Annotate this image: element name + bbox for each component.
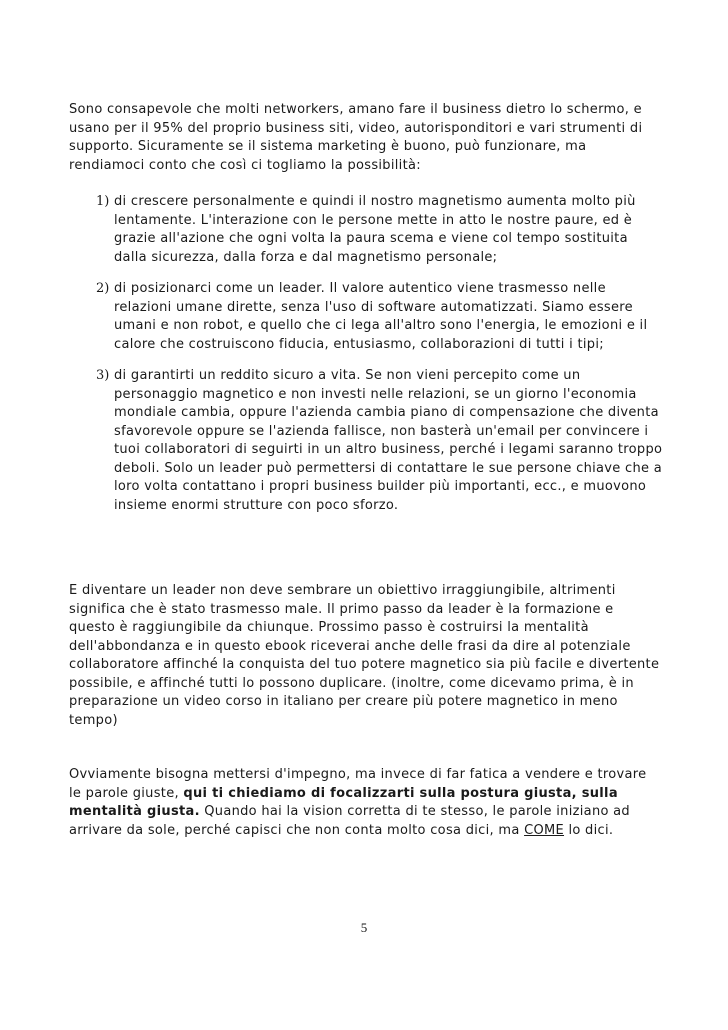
leader-paragraph: E diventare un leader non deve sembrare un obiettivo irraggiungibile, altrimenti significa che è stato trasmesso male. Il primo passo da leader è la formazione e questo è raggiungibile da chiunque. Prossimo passo è costruirsi la mentalità dell'abbondanza e in questo ebook riceverai anche delle frasi da dire al potenziale collaboratore affinché la conquista del tuo potere magnetico sia più facile e divertente possibile, e affinché tutti lo possono duplicare. (inoltre, come dicevamo prima, è in preparazione un video corso in italiano per creare più potere magnetico in meno tempo) bbox=[69, 583, 660, 728]
list-item-text: di crescere personalmente e quindi il nostro magnetismo aumenta molto più lentamente. L'interazione con le persone mette in atto le nostre paure, ed è grazie all'azione che ogni volta la paura scema e viene col tempo sostituita dalla sicurezza, dalla forza e dal magnetismo personale; bbox=[114, 194, 636, 265]
list-number: 3) bbox=[96, 368, 110, 383]
list-number: 2) bbox=[96, 281, 110, 296]
list-item bbox=[69, 193, 663, 267]
closing-text-end: lo dici. bbox=[564, 822, 614, 838]
intro-paragraph: Sono consapevole che molti networkers, amano fare il business dietro lo schermo, e usano per il 95% del proprio business siti, video, autorisponditori e vari strumenti di supporto. Sicuramente se il sistema marketing è buono, può funzionare, ma rendiamoci conto che così ci togliamo la possibilità: bbox=[69, 102, 643, 173]
closing-text-middle: Quando hai la vision corretta di te stesso, le parole iniziano ad arrivare da sole, perché capisci che non conta molto cosa dici, ma bbox=[69, 804, 630, 838]
list-item bbox=[69, 367, 663, 515]
closing-paragraph bbox=[69, 766, 663, 840]
closing-underlined-text: COME bbox=[524, 822, 565, 838]
numbered-list bbox=[69, 193, 663, 528]
closing-bold-text: qui ti chiediamo di focalizzarti sulla postura giusta, sulla mentalità giusta. bbox=[69, 785, 618, 819]
closing-text-start: Ovviamente bisogna mettersi d'impegno, ma invece di far fatica a vendere e trovare le parole giuste, bbox=[69, 767, 647, 801]
page-number: 5 bbox=[360, 920, 368, 935]
list-item-text: di garantirti un reddito sicuro a vita. Se non vieni percepito come un personaggio magnetico e non investi nelle relazioni, se un giorno l'economia mondiale cambia, oppure l'azienda cambia piano di compensazione che diventa sfavorevole oppure se l'azienda fallisce, non basterà un'email per convincere i tuoi collaboratori di seguirti in un altro business, perché i legami saranno troppo deboli. Solo un leader può permettersi di contattare le sue persone chiave che a loro volta contattano i propri business builder più importanti, ecc., e muovono insieme enormi strutture con poco sforzo. bbox=[114, 368, 663, 513]
list-item bbox=[69, 280, 663, 354]
list-item-text: di posizionarci come un leader. Il valore autentico viene trasmesso nelle relazioni umane dirette, senza l'uso di software automatizzati. Siamo essere umani e non robot, e quello che ci lega all'altro sono l'energia, le emozioni e il calore che costruiscono fiducia, entusiasmo, collaborazioni di tutti i tipi; bbox=[114, 281, 648, 352]
list-number: 1) bbox=[96, 194, 110, 209]
